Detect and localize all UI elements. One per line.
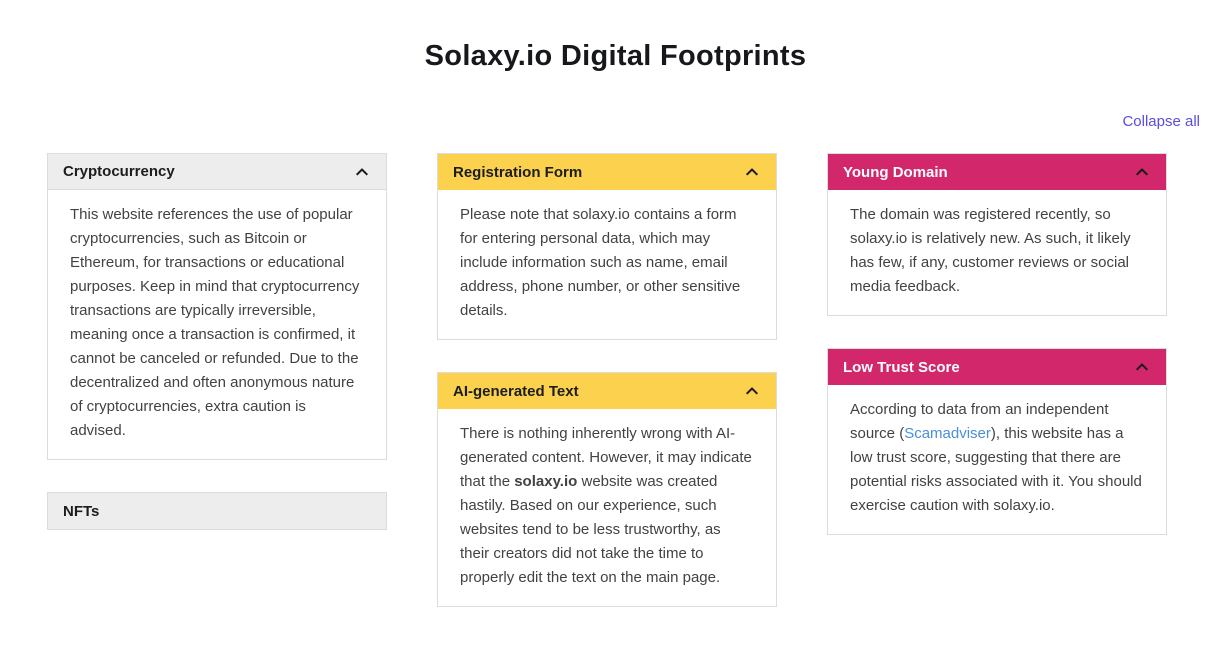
ai-text-domain-bold: solaxy.io <box>514 473 578 490</box>
chevron-up-icon <box>742 162 762 182</box>
collapse-all-link[interactable]: Collapse all <box>1122 113 1200 130</box>
card-header-registration-form[interactable] <box>438 154 776 190</box>
card-title-cryptocurrency: Cryptocurrency <box>63 163 175 180</box>
card-title-young-domain: Young Domain <box>843 163 948 181</box>
column-left <box>47 153 387 562</box>
cryptocurrency-text: This website references the use of popular cryptocurrencies, such as Bitcoin or Ethereum, for transactions or educational purposes. Keep in mind that cryptocurrency transactions are typically irreversible, meaning once a transaction is confirmed, it cannot be canceled or refunded. Due to the decentralized and often anonymous nature of cryptocurrencies, extra caution is advised. <box>70 206 360 439</box>
cards-grid <box>0 153 1231 639</box>
card-body-registration-form <box>438 190 776 339</box>
card-body-young-domain <box>828 190 1166 315</box>
card-title-ai-generated-text: AI-generated Text <box>453 382 579 400</box>
registration-form-text: Please note that solaxy.io contains a form for entering personal data, which may include information such as name, email address, phone number, or other sensitive details. <box>460 206 741 319</box>
card-title-nfts: NFTs <box>63 502 100 520</box>
low-trust-text-before: According to data from an independent source ( <box>850 401 1109 442</box>
card-body-ai-generated-text <box>438 409 776 606</box>
collapse-all-row <box>0 113 1231 130</box>
card-ai-generated-text <box>437 372 777 607</box>
card-cryptocurrency <box>47 153 387 460</box>
ai-text-before: There is nothing inherently wrong with AI-generated content. However, it may indicate that the <box>460 425 752 490</box>
card-young-domain <box>827 153 1167 316</box>
card-header-low-trust-score[interactable] <box>828 349 1166 385</box>
ai-text-after: website was created hastily. Based on our experience, such websites tend to be less trustworthy, as their creators did not take the time to properly edit the text on the main page. <box>460 473 721 586</box>
card-header-young-domain[interactable] <box>828 154 1166 190</box>
card-title-low-trust-score: Low Trust Score <box>843 358 960 376</box>
card-body-cryptocurrency <box>48 190 386 459</box>
scamadviser-link[interactable]: Scamadviser <box>904 425 991 442</box>
young-domain-text: The domain was registered recently, so solaxy.io is relatively new. As such, it likely has few, if any, customer reviews or social media feedback. <box>850 206 1131 295</box>
low-trust-text-after: ), this website has a low trust score, suggesting that there are potential risks associated with it. You should exercise caution with solaxy.io. <box>850 425 1142 514</box>
card-nfts <box>47 492 387 530</box>
card-title-registration-form: Registration Form <box>453 163 583 181</box>
card-header-cryptocurrency[interactable] <box>48 154 386 190</box>
column-right <box>827 153 1167 567</box>
page-title: Solaxy.io Digital Footprints <box>424 40 807 72</box>
card-body-low-trust-score <box>828 385 1166 534</box>
chevron-up-icon <box>352 162 372 182</box>
chevron-up-icon <box>742 381 762 401</box>
card-header-nfts[interactable] <box>48 493 386 529</box>
column-middle <box>437 153 777 639</box>
card-low-trust-score <box>827 348 1167 535</box>
chevron-up-icon <box>1132 357 1152 377</box>
card-header-ai-generated-text[interactable] <box>438 373 776 409</box>
card-registration-form <box>437 153 777 340</box>
chevron-up-icon <box>1132 162 1152 182</box>
